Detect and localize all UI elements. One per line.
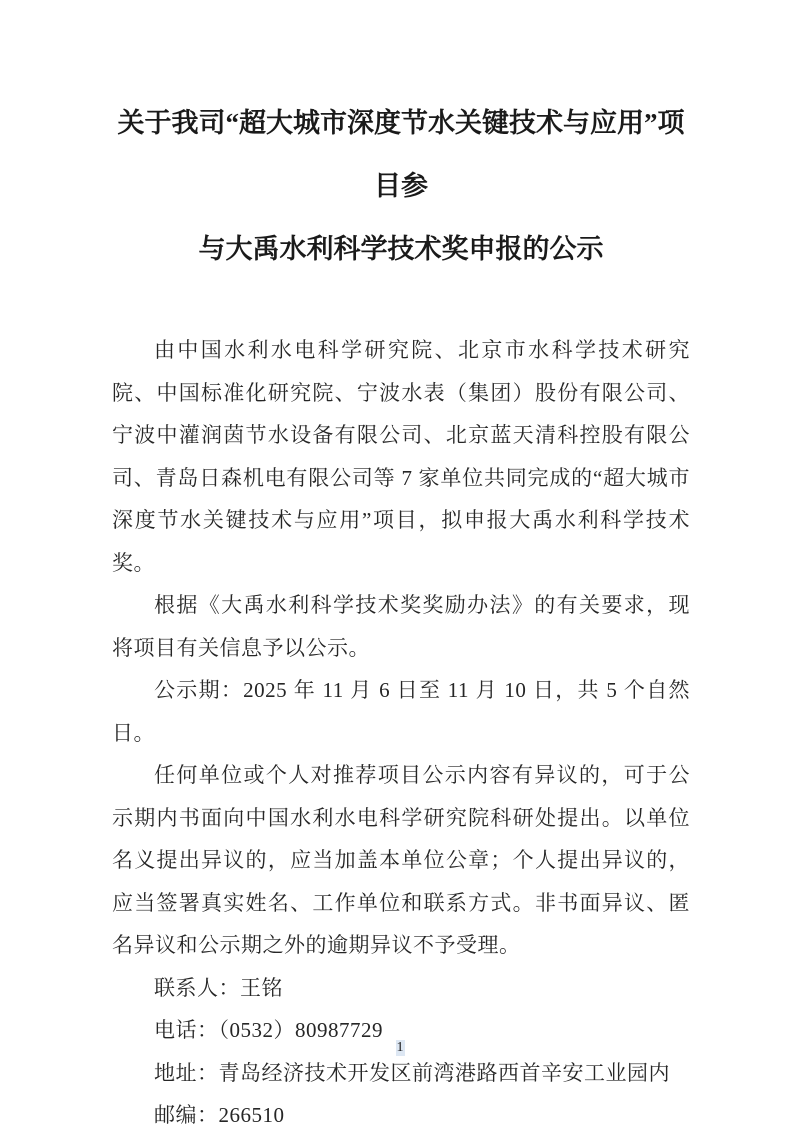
address-line: 地址：青岛经济技术开发区前湾港路西首辛安工业园内 bbox=[154, 1060, 670, 1085]
phone-line: 电话：（0532）80987729 bbox=[154, 1018, 383, 1042]
document-title bbox=[112, 92, 690, 281]
paragraph-basis: 根据《大禹水利科学技术奖奖励办法》的有关要求，现将项目有关信息予以公示。 bbox=[112, 593, 690, 660]
contact-person-line: 联系人：王铭 bbox=[154, 975, 283, 1000]
document-title-line1: 关于我司“超大城市深度节水关键技术与应用”项目参 bbox=[117, 108, 685, 201]
paragraph-completing-units: 由中国水利水电科学研究院、北京市水科学技术研究院、中国标准化研究院、宁波水表（集团）股份有限公司、宁波中灌润茵节水设备有限公司、北京蓝天清科控股有限公司、青岛日森机电有限公司等 7 家单位共同完成的“超大城市深度节水关键技术与应用”项目，拟申报大禹水利科学技术奖。 bbox=[112, 338, 690, 575]
page-footer bbox=[0, 1040, 800, 1056]
document-body bbox=[112, 329, 690, 1137]
paragraph-objection-rules: 任何单位或个人对推荐项目公示内容有异议的，可于公示期内书面向中国水利水电科学研究院科研处提出。以单位名义提出异议的，应当加盖本单位公章；个人提出异议的，应当签署真实姓名、工作单位和联系方式。非书面异议、匿名异议和公示期之外的逾期异议不予受理。 bbox=[112, 763, 690, 957]
paragraph-publicity-period: 公示期：2025 年 11 月 6 日至 11 月 10 日，共 5 个自然日。 bbox=[112, 678, 690, 745]
postcode-line: 邮编：266510 bbox=[154, 1103, 285, 1127]
page-number: 1 bbox=[396, 1040, 404, 1055]
document-title-line2: 与大禹水利科学技术奖申报的公示 bbox=[198, 234, 604, 264]
